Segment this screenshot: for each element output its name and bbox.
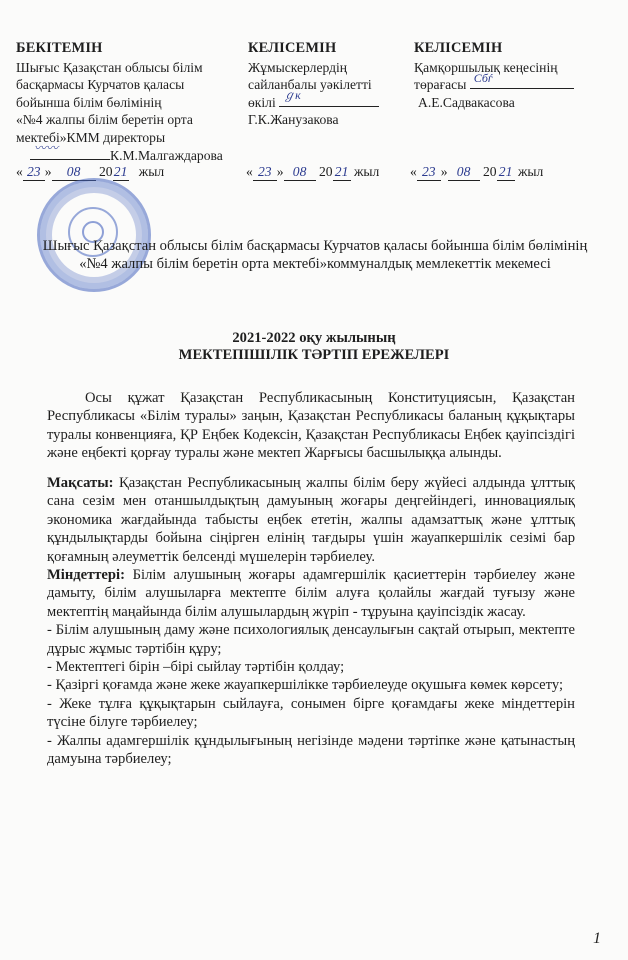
goals-paragraph: [47, 474, 575, 566]
approval-date-workers-rep: « 23 » 08 20 21 жыл: [246, 164, 380, 179]
signature-icon: Сбѓ: [473, 70, 493, 85]
approval-heading: БЕКІТЕМІН: [16, 40, 103, 56]
approval-heading: КЕЛІСЕМІН: [414, 40, 503, 56]
role-label: өкілі: [248, 94, 276, 110]
signatory-name: А.Е.Садвакасова: [418, 94, 515, 110]
approval-line: сайланбалы уәкілетті: [248, 77, 372, 93]
signatory-name: К.М.Малгаждарова: [110, 147, 223, 163]
goals-label: Мақсаты:: [47, 475, 114, 491]
approval-block-workers-rep: [248, 40, 413, 129]
approval-heading: КЕЛІСЕМІН: [248, 40, 337, 56]
approval-line: басқармасы Курчатов қаласы: [16, 77, 185, 93]
approval-block-board-chair: [414, 40, 614, 111]
task-item: - Білім алушының даму және психологиялық денсаулығын сақтай отырып, мектепте дұрыс жұмыс тәртібін құру;: [47, 622, 575, 657]
page-number: 1: [593, 930, 601, 947]
role-label: төрағасы: [414, 77, 467, 93]
signature-icon: 〰〰: [34, 140, 59, 155]
signature-icon: ℊк: [283, 88, 301, 103]
signature-line: [30, 140, 110, 160]
official-seal-icon: [37, 178, 151, 292]
approval-line: мектебі»КММ директоры: [16, 129, 166, 145]
task-item: - Мектептегі бірін –бірі сыйлау тәртібін қолдау;: [47, 659, 345, 676]
task-item: - Жалпы адамгершілік құндылығының негізінде мәдени тәртіпке және қатынастың дамуына тәрбиелеу;: [47, 732, 575, 768]
title-year: 2021-2022 оқу жылының: [232, 330, 396, 346]
goals-text: Қазақстан Республикасының жалпы білім беру жүйесі алдында ұлттық сана сезім мен отаншылдықтың дамуының жоғары деңгейіндегі, инновациялық экономика жағдайында табысты еңбек ететін, жалпы адамзаттық және ұлттық құндылықтарды бойына сіңірген елінің тағдыры үшін жауапкершілік сезімі бар қоғамның әлеуметтік белсенді мүшелерін тәрбиелеу.: [47, 475, 575, 565]
signature-line: [470, 70, 574, 89]
role-line: [248, 88, 413, 112]
approval-block-director: [16, 40, 246, 164]
document-title: [0, 330, 628, 364]
approval-line: Шығыс Қазақстан облысы білім: [16, 59, 203, 75]
approval-date-board-chair: « 23 » 08 20 21 жыл: [410, 164, 544, 179]
title-main: МЕКТЕПІШІЛІК ТӘРТІП ЕРЕЖЕЛЕРІ: [178, 347, 450, 363]
approval-date-director: « 23 » 08 2021 жыл: [16, 164, 165, 179]
task-item: - Қазіргі қоғамда және жеке жауапкершілікке тәрбиелеуде оқушыға көмек көрсету;: [47, 677, 563, 694]
organization-name: Шығыс Қазақстан облысы білім басқармасы Курчатов қаласы бойынша білім бөлімінің «№4 жалпы білім беретін орта мектебі»коммуналдық мемлекеттік мекемесі: [42, 238, 588, 272]
signature-line: [279, 88, 379, 107]
role-line: [414, 70, 614, 94]
tasks-label: Міндеттері:: [47, 567, 125, 584]
task-item: - Жеке тұлға құқықтарын сыйлауға, сонымен бірге қоғамдағы жеке міндеттерін түсіне білуге тәрбиелеу;: [47, 695, 575, 731]
approval-line: бойынша білім бөлімінің: [16, 94, 162, 110]
approval-line: Жұмыскерлердің: [248, 59, 348, 75]
approval-line: Қамқоршылық кеңесінің: [414, 59, 558, 75]
goals-section: [47, 474, 575, 769]
approval-line: «№4 жалпы білім беретін орта: [16, 112, 193, 128]
signatory-line: [16, 140, 246, 165]
tasks-paragraph: [47, 566, 575, 621]
intro-paragraph: Осы құжат Қазақстан Республикасының Конституциясын, Қазақстан Республикасы «Білім туралы» заңын, Қазақстан Республикасы баланың құқықтары туралы конвенцияға, ҚР Еңбек Кодексін, Қазақстан Республикасы Еңбек қауіпсіздігі және еңбекті қорғау туралы және мектеп Жарғысы басшылыққа алынды.: [47, 390, 575, 462]
signatory-name: Г.К.Жанузакова: [248, 112, 339, 128]
tasks-text: Білім алушының жоғары адамгершілік қасиеттерін тәрбиелеу және дамыту, білім алушыларға мектепте білім алуға қолайлы жағдай туғызу және мектептің маңайында білім алушылардың жүріп - тұруына қауіпсіздік жасау.: [47, 567, 575, 620]
